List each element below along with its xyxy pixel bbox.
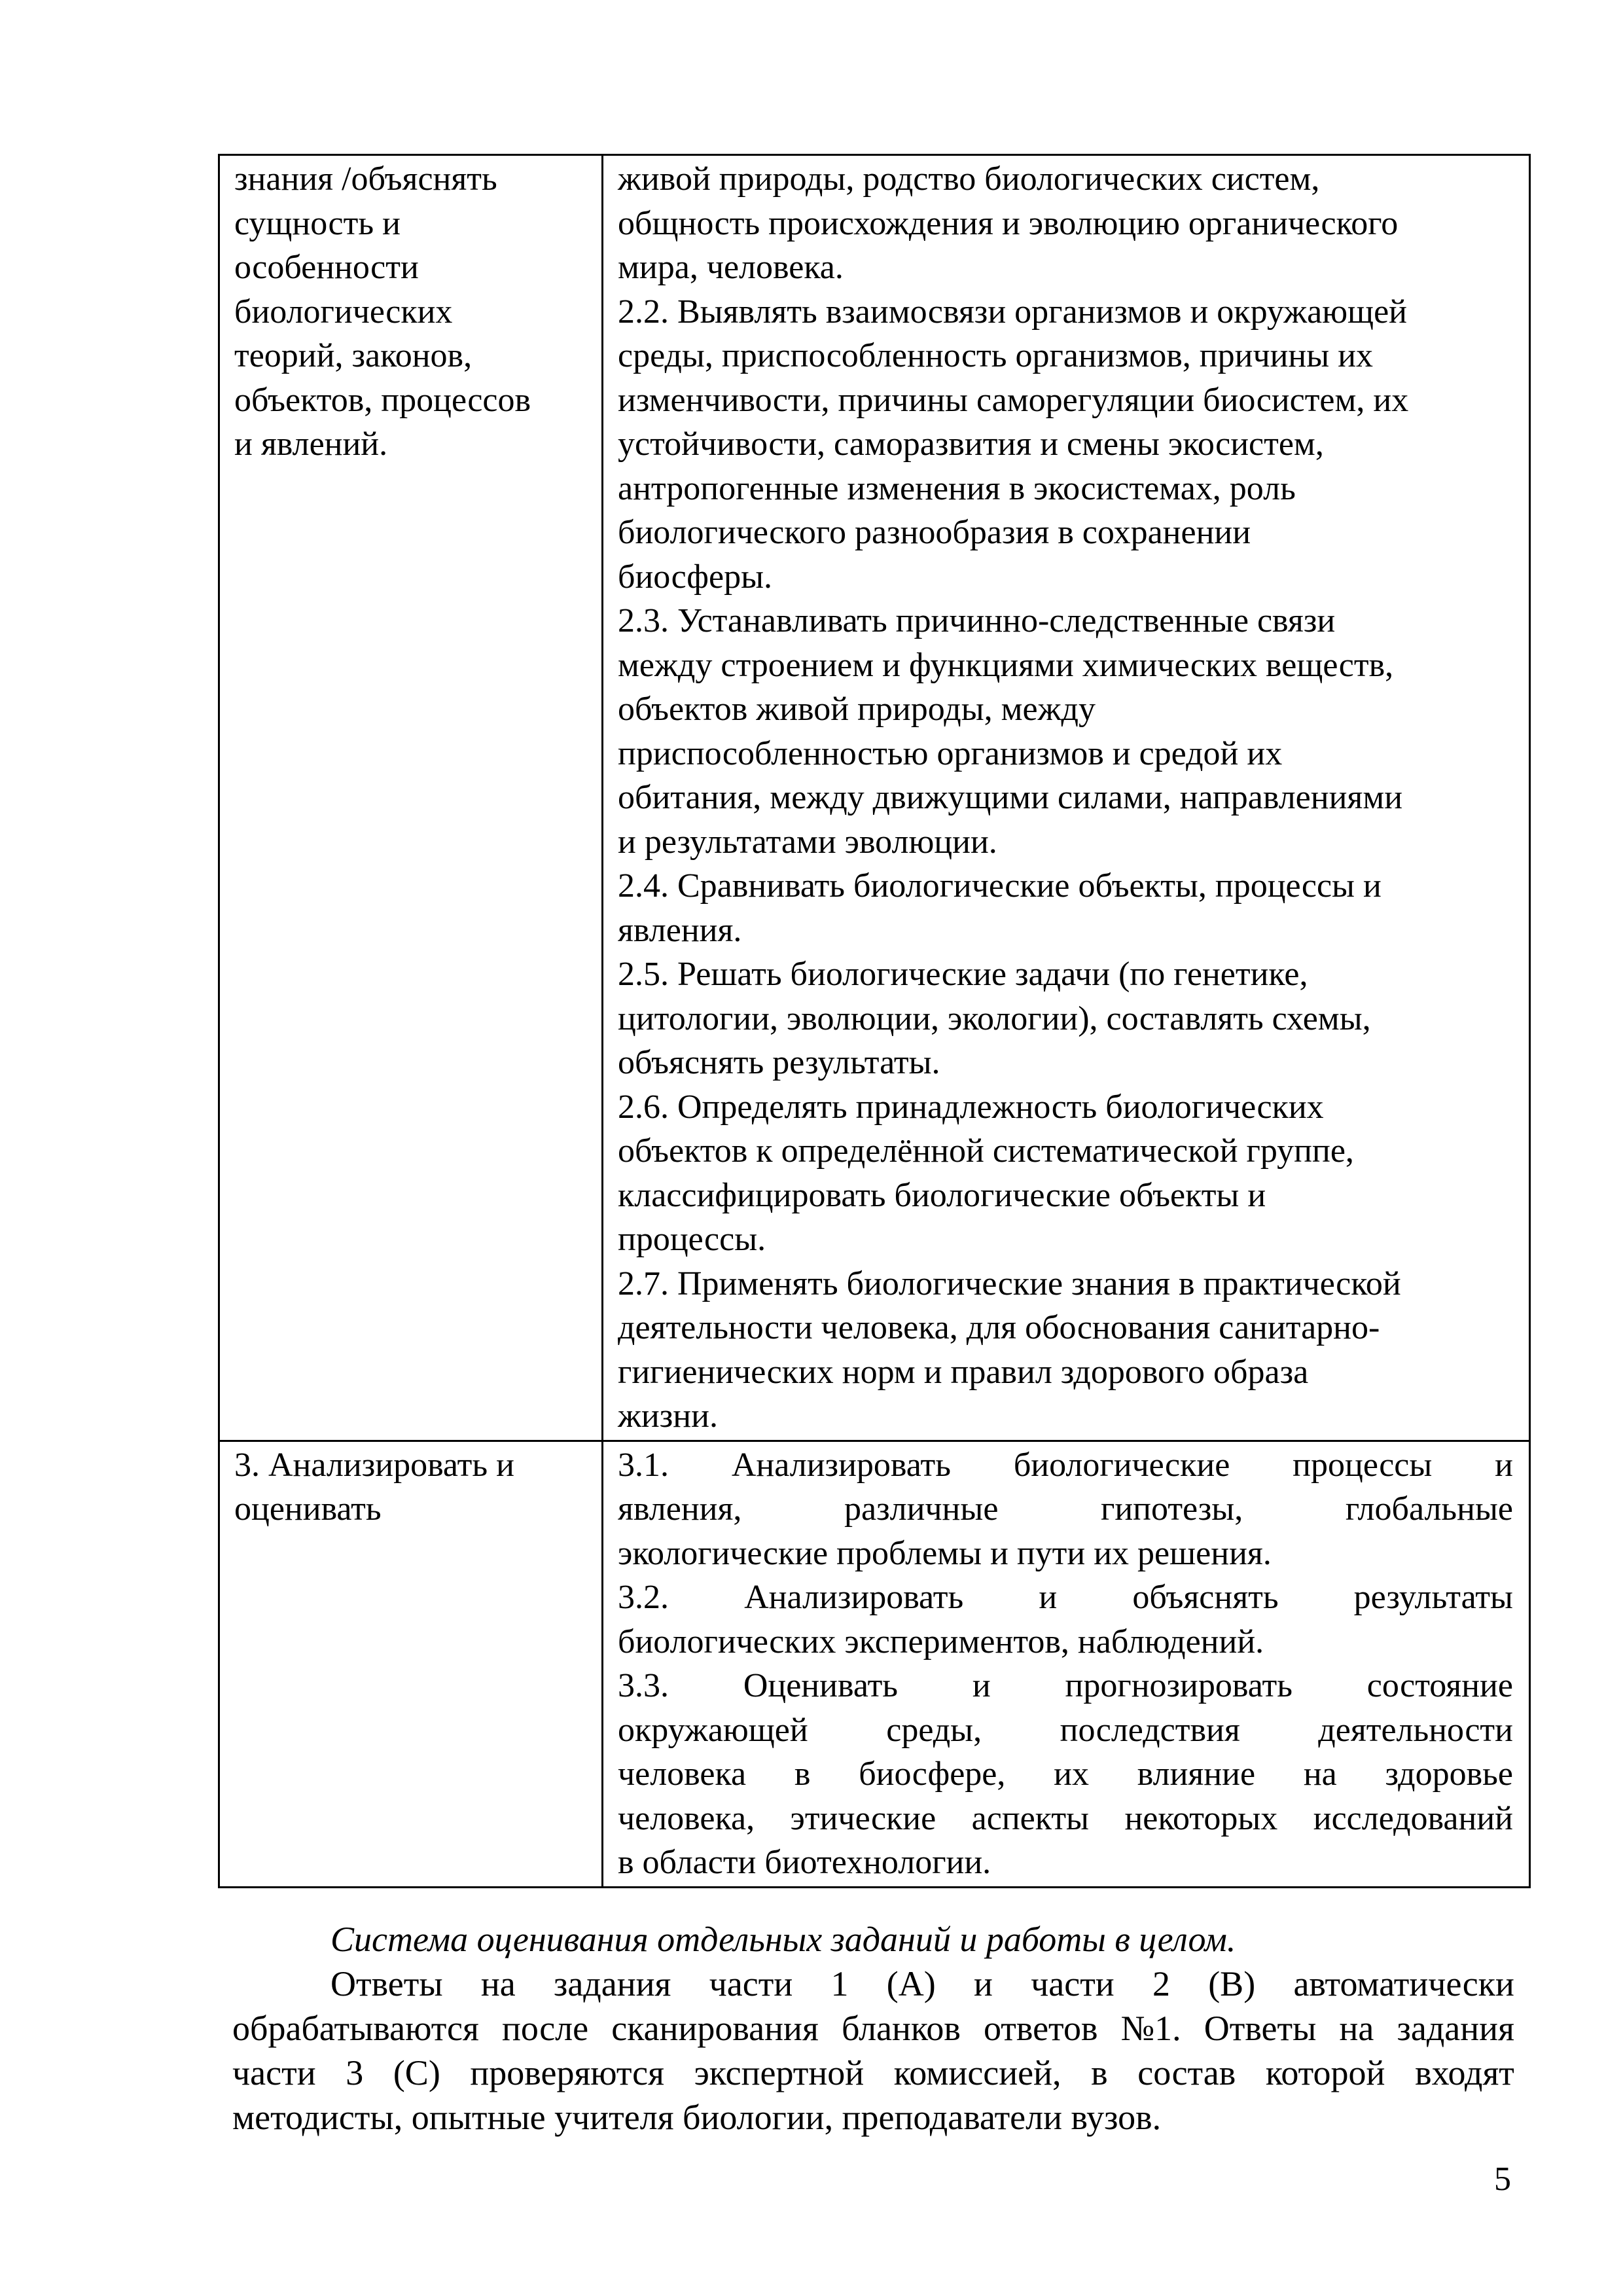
word: здоровье	[1385, 1755, 1513, 1793]
cell-line: приспособленностью организмов и средой их	[618, 734, 1283, 772]
word: и	[1039, 1579, 1058, 1616]
section-heading: Система оценивания отдельных заданий и работы в целом.	[330, 1920, 1236, 1959]
cell-line: биологических	[234, 293, 453, 331]
word: 3.2.	[618, 1579, 669, 1616]
word: и	[973, 1964, 993, 2003]
cell-line: объектов к определённой систематической группе,	[618, 1132, 1354, 1170]
word: на	[1339, 2009, 1374, 2048]
cell-line: и результатами эволюции.	[618, 823, 997, 861]
word: аспекты	[971, 1799, 1089, 1837]
cell-line: явления.	[618, 911, 742, 949]
justified-line	[618, 1708, 1513, 1753]
cell-line: цитологии, эволюции, экологии), составлять схемы,	[618, 999, 1371, 1037]
cell-line: между строением и функциями химических веществ,	[618, 646, 1394, 684]
word: влияние	[1137, 1755, 1256, 1793]
word: некоторых	[1124, 1799, 1278, 1837]
word: задания	[554, 1964, 671, 2003]
requirements-table	[218, 154, 1531, 1888]
requirement-cell	[219, 1441, 603, 1887]
word: объяснять	[1132, 1579, 1279, 1616]
cell-line: классифицировать биологические объекты и	[618, 1176, 1266, 1214]
word: деятельности	[1318, 1711, 1513, 1749]
cell-line: живой природы, родство биологических систем,	[618, 160, 1320, 198]
word: автоматически	[1293, 1964, 1514, 2003]
word: в	[1091, 2053, 1108, 2092]
word: на	[1303, 1755, 1337, 1793]
cell-line: среды, приспособленность организмов, причины их	[618, 337, 1374, 374]
word: в	[794, 1755, 811, 1793]
cell-line: 2.2. Выявлять взаимосвязи организмов и окружающей	[618, 293, 1408, 331]
word: после	[501, 2009, 589, 2048]
word: бланков	[841, 2009, 961, 2048]
word: ответов	[984, 2009, 1098, 2048]
word: (С)	[393, 2053, 440, 2092]
word: входят	[1415, 2053, 1514, 2092]
word: Оценивать	[743, 1667, 899, 1704]
cell-line: обитания, между движущими силами, направлениями	[618, 779, 1403, 816]
word: части	[709, 1964, 793, 2003]
word: 3.1.	[618, 1446, 669, 1484]
cell-line: 3. Анализировать и	[234, 1446, 514, 1484]
cell-line: в области биотехнологии.	[618, 1844, 991, 1881]
cell-line: биосферы.	[618, 558, 773, 596]
word: процессы	[1293, 1446, 1433, 1484]
word: (В)	[1208, 1964, 1256, 2003]
word: части	[1031, 1964, 1115, 2003]
word: различные	[844, 1490, 999, 1528]
word: (А)	[886, 1964, 936, 2003]
skills-cell	[603, 1441, 1530, 1887]
word: 3.3.	[618, 1667, 669, 1704]
word: 2	[1152, 1964, 1170, 2003]
cell-line: антропогенные изменения в экосистемах, роль	[618, 469, 1296, 507]
cell-line: 2.5. Решать биологические задачи (по генетике,	[618, 956, 1308, 993]
word: сканирования	[611, 2009, 819, 2048]
word: и	[1495, 1446, 1513, 1484]
cell-line: объяснять результаты.	[618, 1044, 940, 1081]
word: их	[1054, 1755, 1089, 1793]
justified-line	[618, 1797, 1513, 1841]
word: 3	[346, 2053, 364, 2092]
word: человека,	[618, 1799, 755, 1837]
assessment-paragraph	[232, 1962, 1514, 2140]
word: биологические	[1013, 1446, 1230, 1484]
skills-cell	[603, 155, 1530, 1441]
cell-line: сущность и	[234, 204, 401, 242]
cell-line: биологических экспериментов, наблюдений.	[618, 1623, 1264, 1660]
cell-line: оценивать	[234, 1490, 382, 1528]
table-row	[219, 155, 1530, 1441]
page-number: 5	[1494, 2161, 1511, 2198]
word: прогнозировать	[1065, 1667, 1293, 1704]
cell-line: изменчивости, причины саморегуляции биосистем, их	[618, 381, 1409, 419]
word: задания	[1397, 2009, 1514, 2048]
word: №1.	[1120, 2009, 1181, 2048]
cell-line: процессы.	[618, 1221, 766, 1258]
paragraph-line: методисты, опытные учителя биологии, преподаватели вузов.	[232, 2098, 1162, 2137]
word: исследований	[1313, 1799, 1513, 1837]
word: биосфере,	[859, 1755, 1006, 1793]
table-row	[219, 1441, 1530, 1887]
cell-line: объектов живой природы, между	[618, 691, 1096, 728]
justified-line	[618, 1575, 1513, 1620]
word: которой	[1265, 2053, 1385, 2092]
justified-line	[232, 2051, 1514, 2095]
cell-line: объектов, процессов	[234, 381, 531, 419]
cell-line: биологического разнообразия в сохранении	[618, 514, 1251, 551]
cell-line: 2.6. Определять принадлежность биологических	[618, 1088, 1324, 1126]
cell-line: 2.7. Применять биологические знания в практической	[618, 1265, 1401, 1302]
cell-line: экологические проблемы и пути их решения.	[618, 1534, 1272, 1572]
word: глобальные	[1345, 1490, 1513, 1528]
justified-line	[232, 2006, 1514, 2051]
word: состояние	[1366, 1667, 1513, 1704]
cell-line: особенности	[234, 249, 419, 286]
word: среды,	[886, 1711, 982, 1749]
word: последствия	[1060, 1711, 1240, 1749]
cell-line: мира, человека.	[618, 249, 844, 286]
word: части	[232, 2053, 316, 2092]
cell-line: деятельности человека, для обоснования санитарно-	[618, 1309, 1380, 1346]
cell-line: жизни.	[618, 1397, 718, 1435]
justified-line	[618, 1752, 1513, 1797]
word: комиссией,	[893, 2053, 1061, 2092]
word: экспертной	[694, 2053, 865, 2092]
justified-line	[618, 1664, 1513, 1708]
cell-line: 2.3. Устанавливать причинно-следственные связи	[618, 602, 1336, 639]
cell-line: общность происхождения и эволюцию органического	[618, 204, 1399, 242]
word: 1	[830, 1964, 849, 2003]
word: обрабатываются	[232, 2009, 479, 2048]
cell-line: устойчивости, саморазвития и смены экосистем,	[618, 425, 1324, 463]
cell-line: гигиенических норм и правил здорового образа	[618, 1353, 1309, 1391]
word: Ответы	[330, 1964, 443, 2003]
cell-line: 2.4. Сравнивать биологические объекты, процессы и	[618, 867, 1382, 905]
word: окружающей	[618, 1711, 808, 1749]
cell-line: знания /объяснять	[234, 160, 497, 198]
word: проверяются	[470, 2053, 664, 2092]
requirement-cell	[219, 155, 603, 1441]
word: Ответы	[1204, 2009, 1317, 2048]
word: человека	[618, 1755, 747, 1793]
cell-line: и явлений.	[234, 425, 388, 463]
word: явления,	[618, 1490, 742, 1528]
justified-line	[618, 1487, 1513, 1532]
justified-line	[232, 1962, 1514, 2006]
word: на	[480, 1964, 516, 2003]
word: Анализировать	[744, 1579, 964, 1616]
word: и	[972, 1667, 991, 1704]
cell-line: теорий, законов,	[234, 337, 473, 374]
justified-line	[618, 1443, 1513, 1488]
word: этические	[790, 1799, 936, 1837]
word: состав	[1137, 2053, 1236, 2092]
word: гипотезы,	[1101, 1490, 1243, 1528]
word: Анализировать	[731, 1446, 951, 1484]
word: результаты	[1353, 1579, 1513, 1616]
